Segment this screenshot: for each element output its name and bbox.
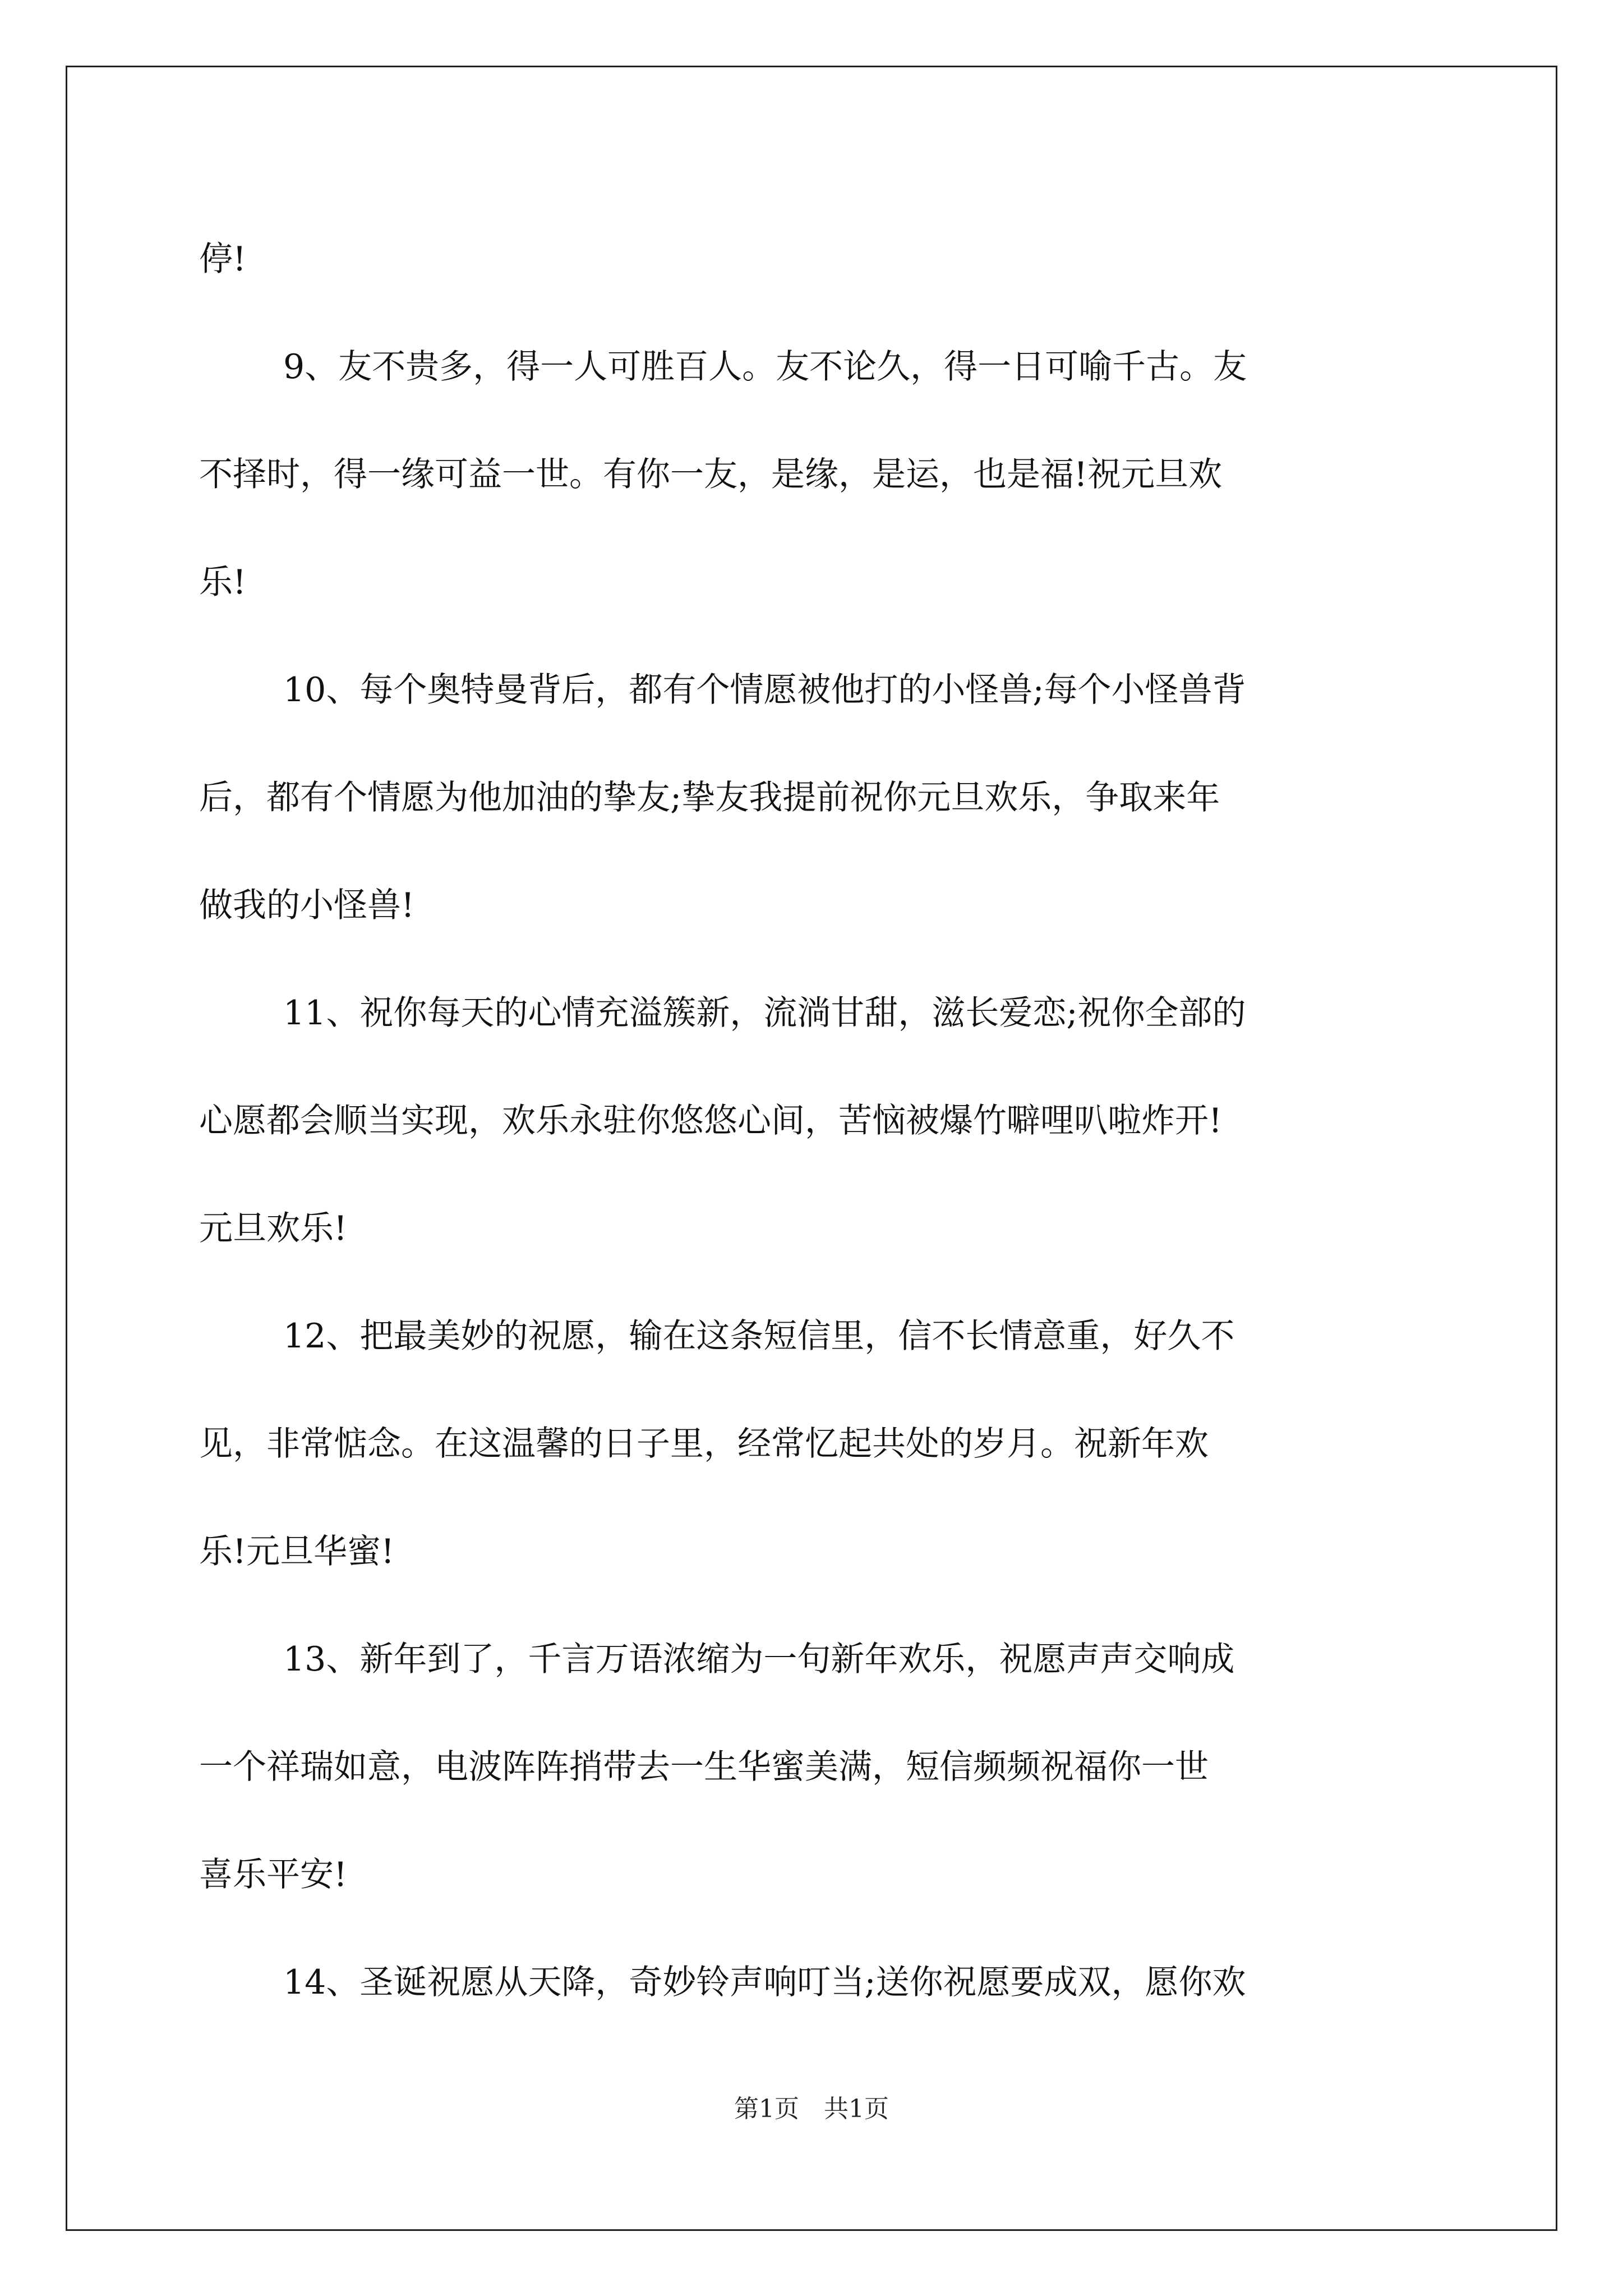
text-line: 喜乐平安! <box>199 1855 348 1894</box>
text-line: 14、圣诞祝愿从天降，奇妙铃声响叮当;送你祝愿要成双，愿你欢 <box>283 1963 1246 2002</box>
text-line: 10、每个奥特曼背后，都有个情愿被他打的小怪兽;每个小怪兽背 <box>283 670 1246 710</box>
text-line: 后，都有个情愿为他加油的挚友;挚友我提前祝你元旦欢乐，争取来年 <box>199 778 1220 817</box>
text-line: 9、友不贵多，得一人可胜百人。友不论久，得一日可喻千古。友 <box>283 347 1247 386</box>
text-line: 12、把最美妙的祝愿，输在这条短信里，信不长情意重，好久不 <box>283 1317 1235 1356</box>
text-line: 一个祥瑞如意，电波阵阵捎带去一生华蜜美满，短信频频祝福你一世 <box>199 1747 1209 1787</box>
text-line: 11、祝你每天的心情充溢簇新，流淌甘甜，滋长爱恋;祝你全部的 <box>283 993 1246 1033</box>
text-line: 13、新年到了，千言万语浓缩为一句新年欢乐，祝愿声声交响成 <box>283 1640 1235 1679</box>
document-body <box>199 205 1422 2036</box>
text-line: 元旦欢乐! <box>199 1209 348 1248</box>
text-line: 乐! <box>199 563 247 602</box>
text-line: 见，非常惦念。在这温馨的日子里，经常忆起共处的岁月。祝新年欢 <box>199 1424 1209 1464</box>
text-line: 心愿都会顺当实现，欢乐永驻你悠悠心间，苦恼被爆竹噼哩叭啦炸开! <box>199 1101 1223 1140</box>
text-line: 乐!元旦华蜜! <box>199 1532 395 1571</box>
text-line: 做我的小怪兽! <box>199 886 415 925</box>
text-line: 不择时，得一缘可益一世。有你一友，是缘，是运，也是福!祝元旦欢 <box>199 455 1223 494</box>
text-line: 停! <box>199 240 247 279</box>
page-number-footer: 第1页 共1页 <box>734 2095 889 2123</box>
